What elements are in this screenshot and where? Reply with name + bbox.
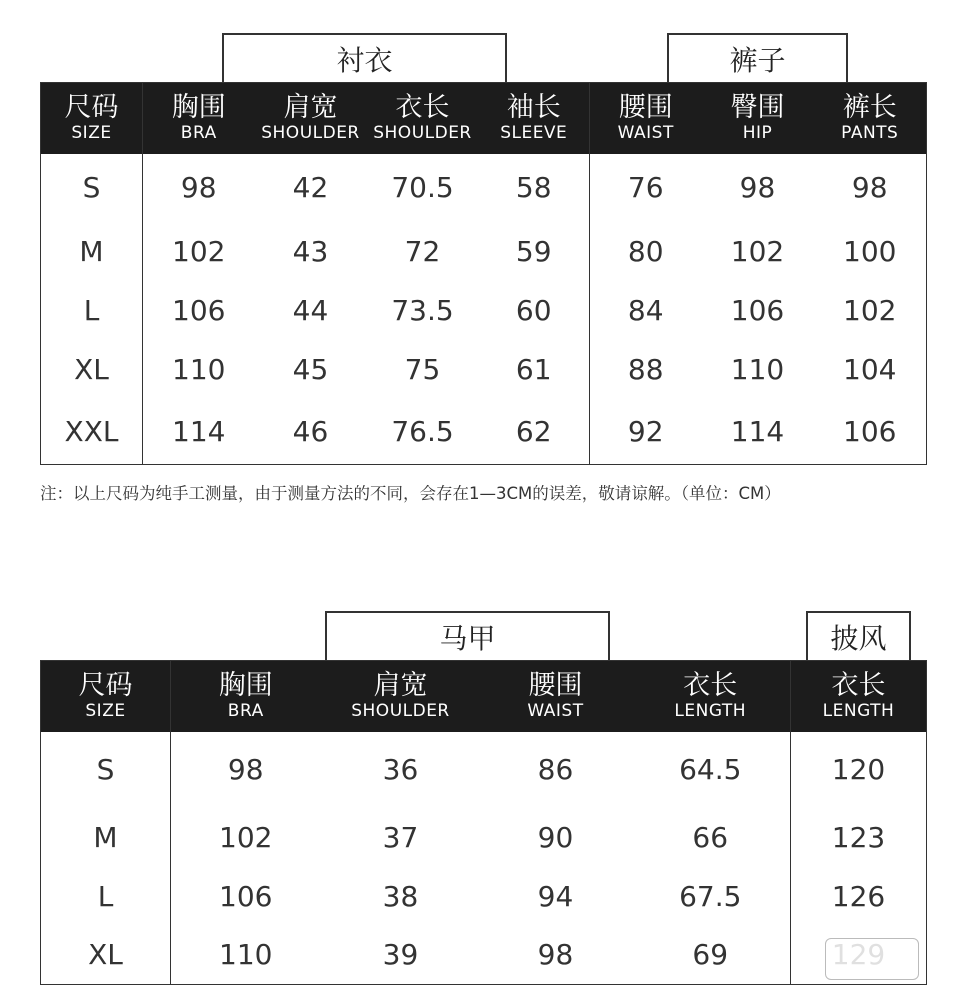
table-cell: 110 xyxy=(172,352,226,386)
table-cell: 102 xyxy=(843,293,897,327)
cell-size: S xyxy=(41,154,143,222)
header-bra: 胸围 BRA xyxy=(143,83,255,154)
table-row xyxy=(41,281,927,340)
table-cell: 58 xyxy=(479,154,590,222)
table-cell: 98 xyxy=(180,171,217,204)
vest-group-label: 马甲 xyxy=(325,611,610,661)
table-cell: 60 xyxy=(479,281,590,340)
header-sleeve: 袖长 SLEEVE xyxy=(479,83,590,154)
table-cell: 44 xyxy=(292,293,329,327)
table-row xyxy=(41,154,927,222)
table-row xyxy=(41,926,927,985)
scroll-to-top-button[interactable] xyxy=(825,938,919,980)
table-cell: 72 xyxy=(404,234,441,268)
table-cell: 62 xyxy=(479,399,590,465)
table-cell: 126 xyxy=(831,879,886,913)
table-cell: 67.5 xyxy=(631,867,791,926)
table-cell: 66 xyxy=(631,808,791,867)
header-waist: 腰围 WAIST xyxy=(590,83,702,154)
table-cell: 98 xyxy=(739,171,776,204)
table-cell: 42 xyxy=(292,171,329,204)
table-cell: 76.5 xyxy=(391,414,454,448)
header-hip: 臀围 HIP xyxy=(702,83,814,154)
table-cell: 114 xyxy=(172,414,226,448)
table-cell: 104 xyxy=(843,352,897,386)
table-row xyxy=(41,222,927,281)
table-cell: 39 xyxy=(382,938,419,972)
table-cell: 73.5 xyxy=(391,293,454,327)
measurement-note: 注：以上尺码为纯手工测量，由于测量方法的不同，会存在1—3CM的误差，敬请谅解。（单位：CM） xyxy=(40,484,781,503)
table-cell: 94 xyxy=(537,879,574,913)
table-cell: 110 xyxy=(730,352,785,386)
header-shoulder: 肩宽 SHOULDER xyxy=(321,661,481,732)
table-cell: 88 xyxy=(627,352,664,386)
table-cell: 69 xyxy=(631,926,791,985)
table-header-row xyxy=(41,83,927,154)
table-cell: 45 xyxy=(292,352,329,386)
size-table-shirt-pants xyxy=(40,82,927,465)
table-cell: 102 xyxy=(219,820,273,854)
table-cell: 70.5 xyxy=(391,171,454,204)
table-cell: 61 xyxy=(479,340,590,399)
table-row xyxy=(41,340,927,399)
header-size: 尺码 SIZE xyxy=(41,83,143,154)
cell-size: L xyxy=(41,867,171,926)
table-cell: 38 xyxy=(382,879,419,913)
table-row xyxy=(41,399,927,465)
cell-size: XXL xyxy=(41,399,143,465)
table-cell: 80 xyxy=(627,234,664,268)
table-cell: 120 xyxy=(831,753,886,786)
table-cell: 106 xyxy=(730,293,785,327)
table-row xyxy=(41,732,927,808)
header-length: 衣长 LENGTH xyxy=(631,661,791,732)
table-cell: 123 xyxy=(831,820,886,854)
table-cell: 106 xyxy=(219,879,273,913)
table-cell: 64.5 xyxy=(631,732,791,808)
table-cell: 43 xyxy=(292,234,329,268)
header-shoulder: 肩宽 SHOULDER xyxy=(255,83,367,154)
table-cell: 84 xyxy=(627,293,664,327)
table-row xyxy=(41,808,927,867)
pants-group-label: 裤子 xyxy=(667,33,848,83)
cape-group-label: 披风 xyxy=(806,611,911,661)
size-table-vest-cape xyxy=(40,660,927,985)
shirt-group-label: 衬衣 xyxy=(222,33,507,83)
table-cell: 36 xyxy=(382,753,419,786)
header-pants: 裤长 PANTS xyxy=(814,83,927,154)
table-cell: 90 xyxy=(537,820,574,854)
table-cell: 46 xyxy=(292,414,329,448)
cell-size: L xyxy=(41,281,143,340)
table-cell: 98 xyxy=(851,171,888,204)
cell-size: XL xyxy=(41,926,171,985)
table-cell: 110 xyxy=(219,938,273,972)
cell-size: M xyxy=(41,222,143,281)
cell-size: S xyxy=(41,732,171,808)
header-length: 衣长 SHOULDER xyxy=(367,83,479,154)
table-row xyxy=(41,867,927,926)
cell-size: XL xyxy=(41,340,143,399)
table-cell: 75 xyxy=(404,352,441,386)
header-waist: 腰围 WAIST xyxy=(481,661,631,732)
header-size: 尺码 SIZE xyxy=(41,661,171,732)
table-cell: 76 xyxy=(627,171,664,204)
table-header-row xyxy=(41,661,927,732)
cell-size: M xyxy=(41,808,171,867)
table-cell: 98 xyxy=(537,938,574,972)
table-cell: 59 xyxy=(479,222,590,281)
header-bra: 胸围 BRA xyxy=(171,661,321,732)
table-cell: 102 xyxy=(172,234,226,268)
table-cell: 106 xyxy=(172,293,226,327)
header-cape-length: 衣长 LENGTH xyxy=(791,661,927,732)
table-cell: 98 xyxy=(227,753,264,786)
table-cell: 86 xyxy=(537,753,574,786)
table-cell: 37 xyxy=(382,820,419,854)
table-cell: 114 xyxy=(730,414,785,448)
table-cell: 102 xyxy=(730,234,785,268)
table-cell: 106 xyxy=(843,414,897,448)
table-cell: 92 xyxy=(627,414,664,448)
table-cell: 100 xyxy=(843,234,897,268)
